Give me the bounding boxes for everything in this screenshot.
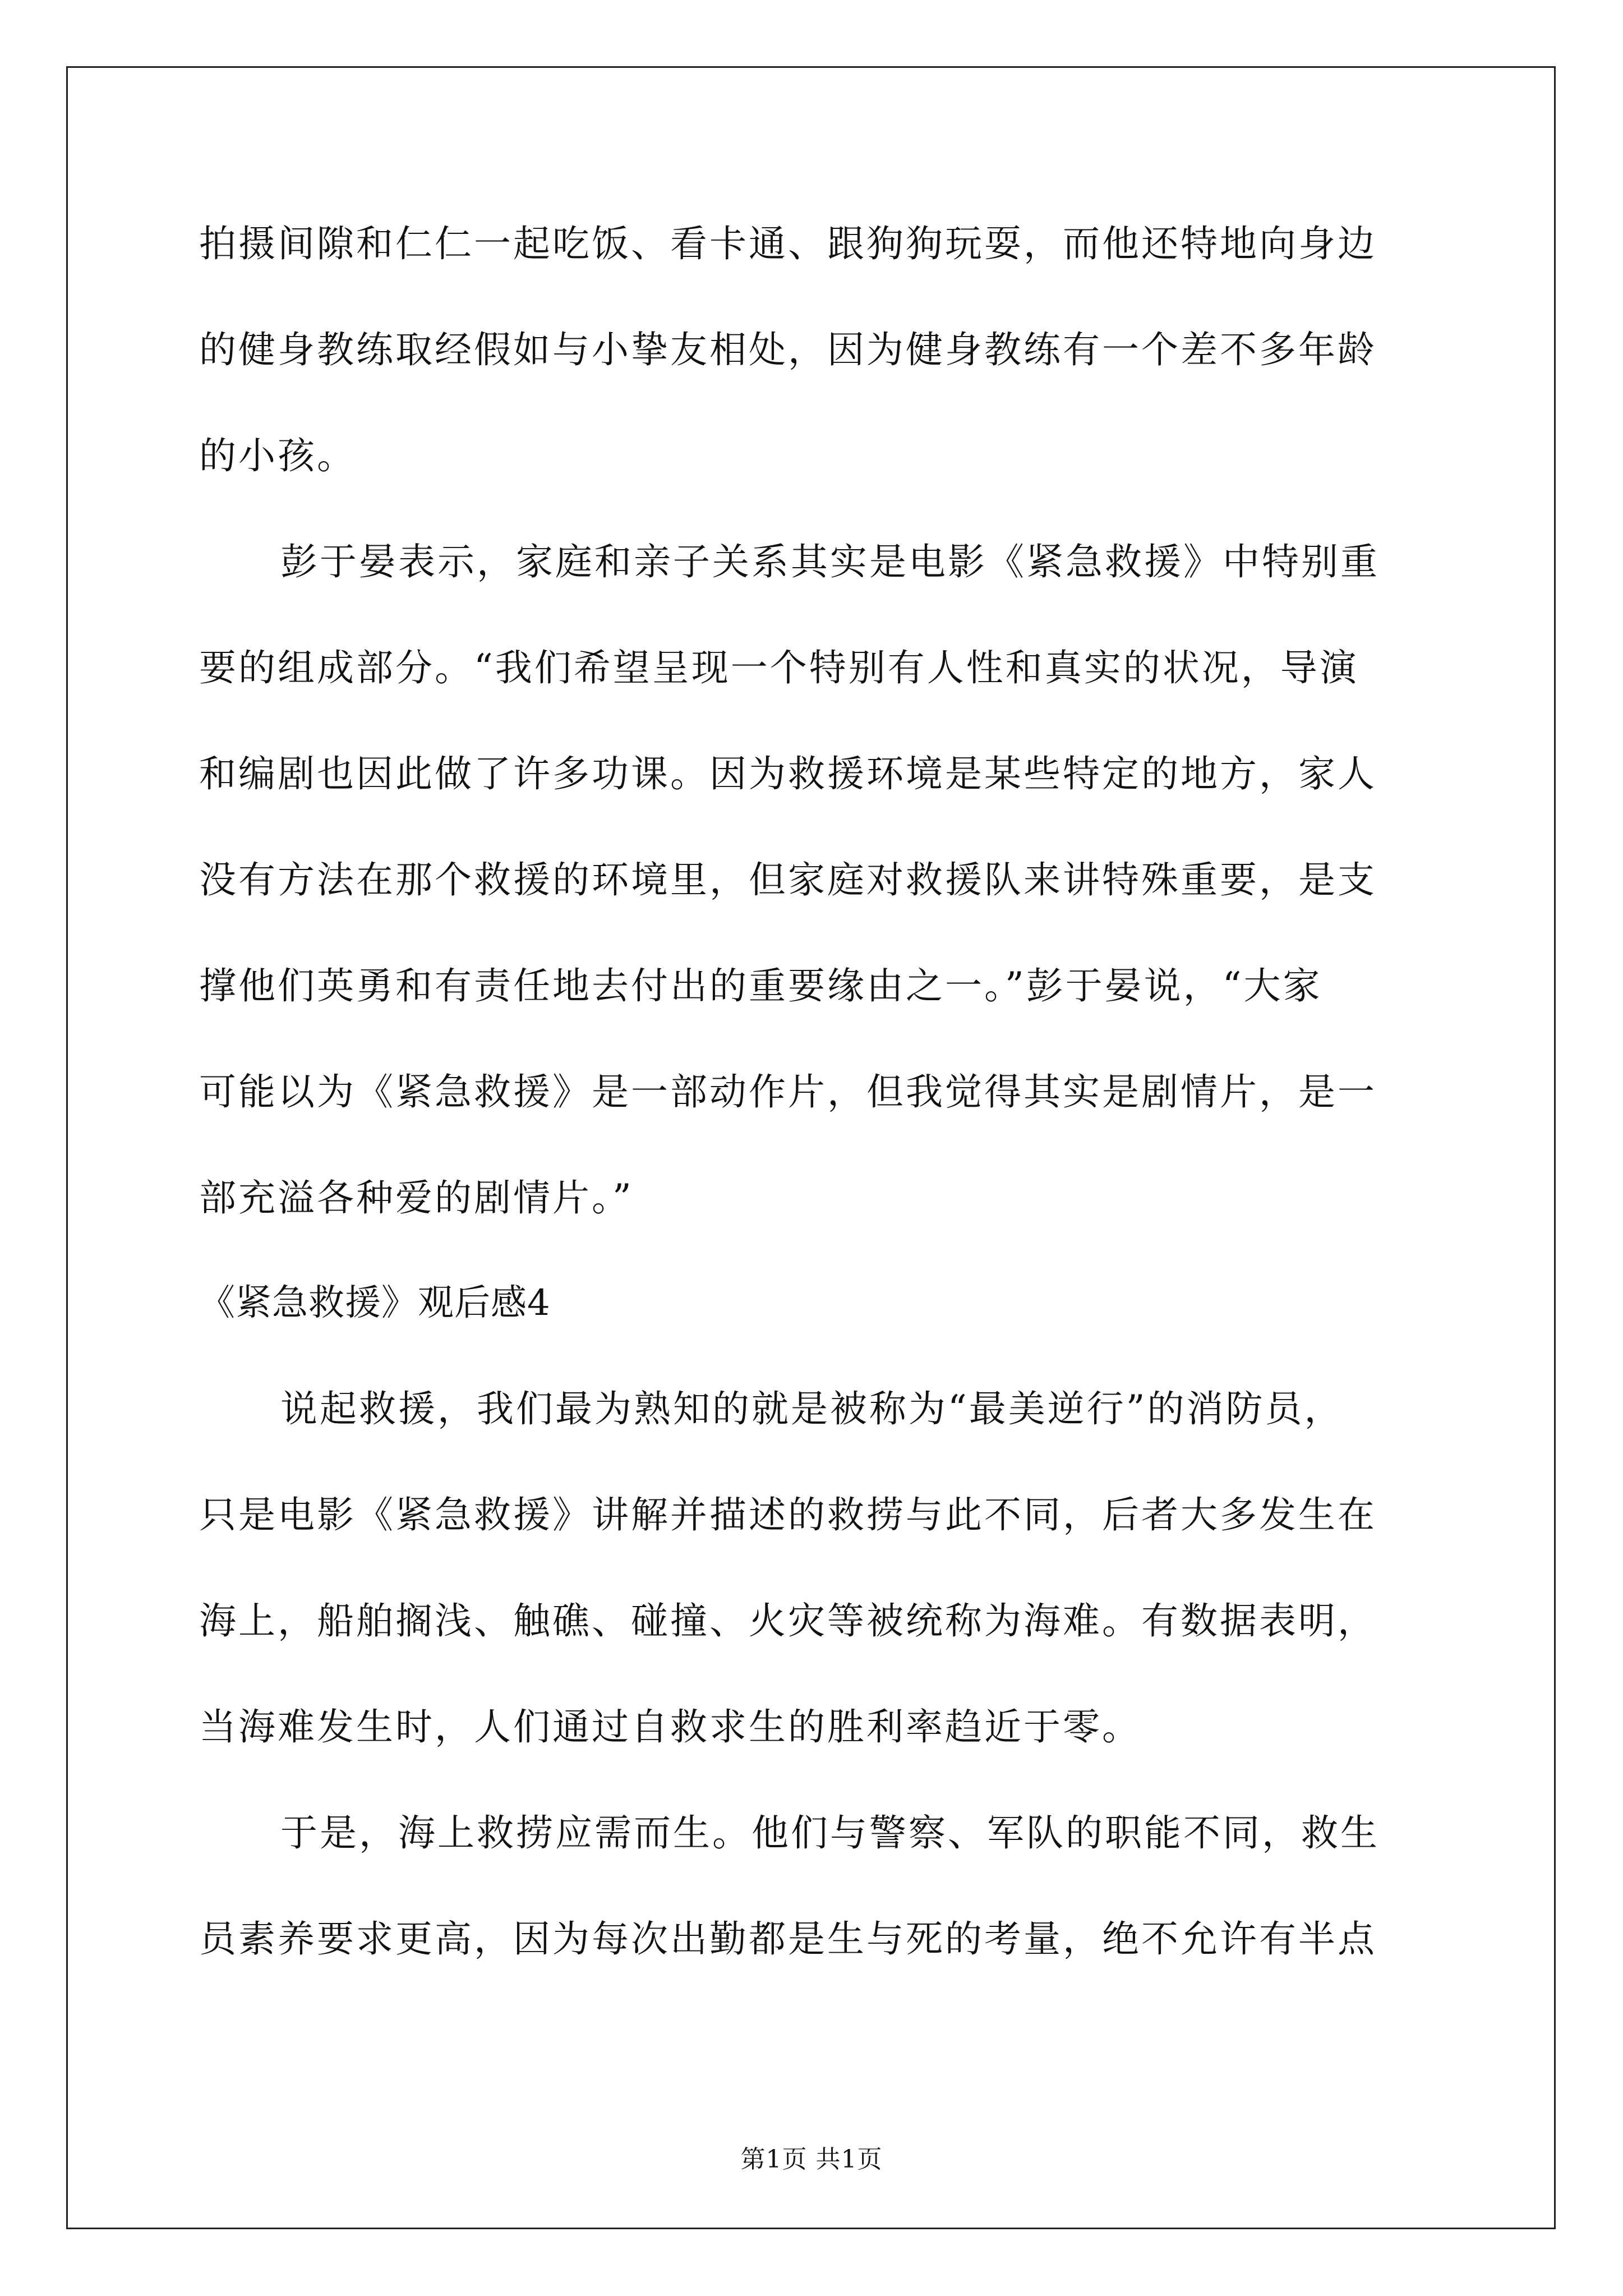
paragraph-line: 拍摄间隙和仁仁一起吃饭、看卡通、跟狗狗玩耍，而他还特地向身边	[199, 222, 1377, 265]
paragraph-line: 和编剧也因此做了许多功课。因为救援环境是某些特定的地方，家人	[199, 752, 1377, 795]
paragraph-line: 只是电影《紧急救援》讲解并描述的救捞与此不同，后者大多发生在	[199, 1493, 1377, 1536]
section-heading: 《紧急救援》观后感4	[199, 1282, 551, 1324]
paragraph-line: 说起救援，我们最为熟知的就是被称为“最美逆行”的消防员，	[280, 1387, 1344, 1430]
page-border	[66, 66, 1556, 2229]
paragraph-line: 可能以为《紧急救援》是一部动作片，但我觉得其实是剧情片，是一	[199, 1070, 1377, 1114]
paragraph-line: 的小孩。	[199, 434, 356, 477]
paragraph-line: 于是，海上救捞应需而生。他们与警察、军队的职能不同，救生	[280, 1811, 1380, 1855]
paragraph-line: 海上，船舶搁浅、触礁、碰撞、火灾等被统称为海难。有数据表明，	[199, 1599, 1377, 1642]
paragraph-line: 没有方法在那个救援的环境里，但家庭对救援队来讲特殊重要，是支	[199, 858, 1377, 901]
paragraph-line: 彭于晏表示，家庭和亲子关系其实是电影《紧急救援》中特别重	[280, 540, 1380, 583]
paragraph-line: 员素养要求更高，因为每次出勤都是生与死的考量，绝不允许有半点	[199, 1917, 1377, 1961]
paragraph-line: 部充溢各种爱的剧情片。”	[199, 1176, 634, 1220]
paragraph-line: 的健身教练取经假如与小挚友相处，因为健身教练有一个差不多年龄	[199, 328, 1377, 371]
paragraph-line: 撑他们英勇和有责任地去付出的重要缘由之一。”彭于晏说，“大家	[199, 964, 1322, 1007]
page-number: 第1页 共1页	[740, 2145, 883, 2174]
paragraph-line: 要的组成部分。“我们希望呈现一个特别有人性和真实的状况，导演	[199, 646, 1359, 689]
paragraph-line: 当海难发生时，人们通过自救求生的胜利率趋近于零。	[199, 1705, 1141, 1749]
